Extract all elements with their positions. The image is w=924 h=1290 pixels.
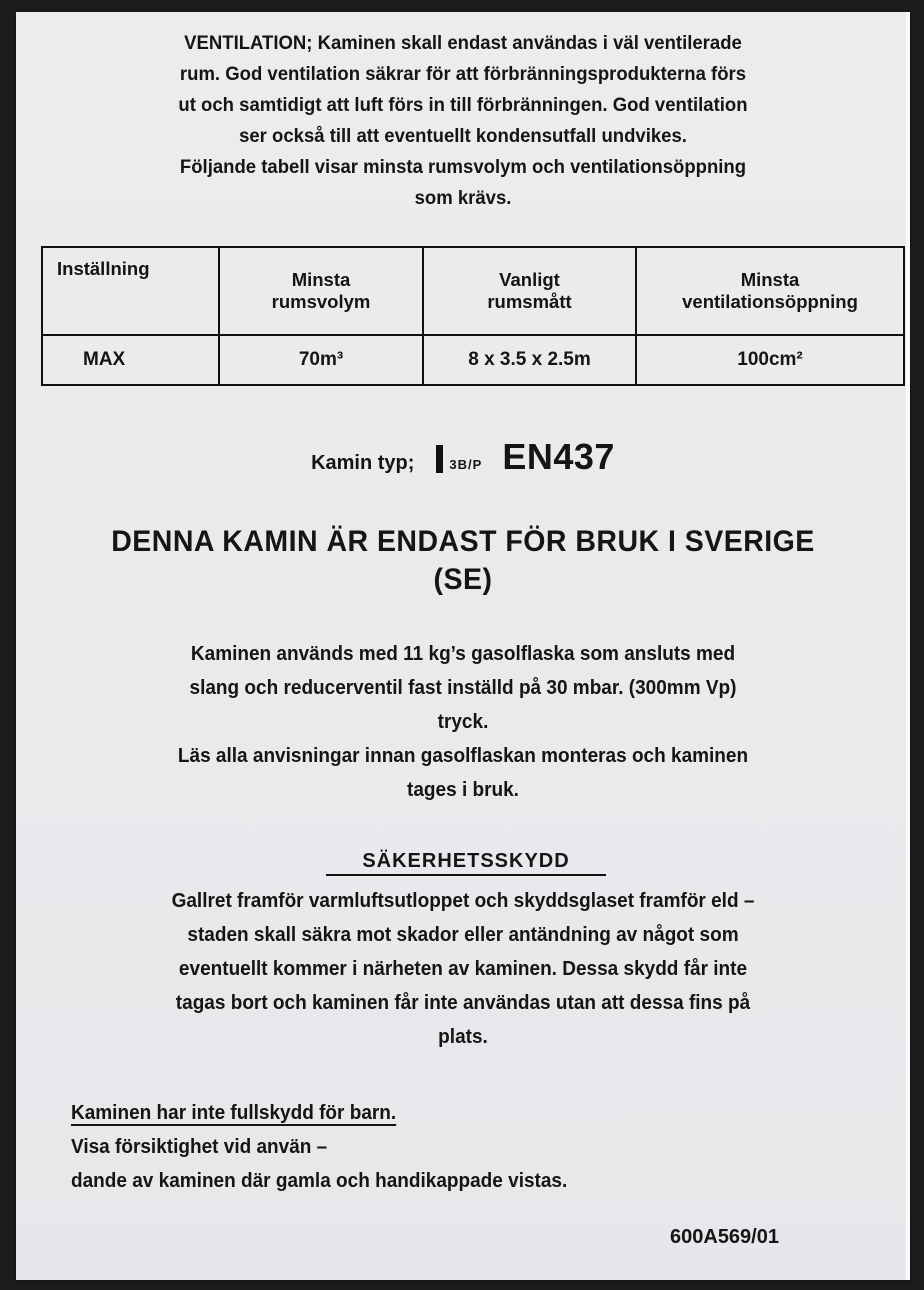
kamin-typ-line bbox=[16, 436, 910, 478]
ventilation-line: som krävs. bbox=[414, 187, 512, 209]
usage-line: slang och reducerventil fast inställd på 30 mbar. (300mm Vp) bbox=[189, 677, 737, 699]
child-warning-line1 bbox=[71, 1096, 822, 1164]
usage-line: Kaminen används med 11 kg’s gasolflaska som ansluts med bbox=[190, 643, 736, 665]
child-warning-underlined: Kaminen har inte fullskydd för barn. bbox=[71, 1102, 397, 1124]
child-warning bbox=[71, 1096, 822, 1198]
cell-dimensions: 8 x 3.5 x 2.5m bbox=[423, 335, 636, 385]
usage-line: tryck. bbox=[437, 711, 489, 733]
safety-line: Gallret framför varmluftsutloppet och skyddsglaset framför eld – bbox=[171, 890, 755, 912]
ventilation-line: ser också till att eventuellt kondensutfall undvikes. bbox=[239, 125, 687, 147]
cell-volume: 70m³ bbox=[219, 335, 423, 385]
ventilation-table bbox=[41, 246, 905, 386]
child-warning-rest: Visa försiktighet vid använ – bbox=[71, 1136, 328, 1158]
ventilation-line: rum. God ventilation säkrar för att förbränningsprodukterna förs bbox=[179, 63, 747, 85]
usage-paragraph bbox=[38, 637, 887, 807]
table-header-row bbox=[42, 247, 904, 335]
country-heading bbox=[38, 523, 887, 599]
country-heading-line2: (SE) bbox=[433, 563, 493, 596]
cell-opening: 100cm² bbox=[636, 335, 904, 385]
ventilation-line: Följande tabell visar minsta rumsvolym och ventilationsöppning bbox=[179, 156, 747, 178]
header-vanligt-rumsmatt: Vanligt rumsmått bbox=[423, 247, 636, 335]
cell-setting: MAX bbox=[42, 335, 219, 385]
usage-line: Läs alla anvisningar innan gasolflaskan monteras och kaminen bbox=[177, 745, 749, 767]
safety-paragraph bbox=[38, 884, 887, 1054]
part-code: 600A569/01 bbox=[670, 1226, 779, 1248]
usage-line: tages i bruk. bbox=[407, 779, 519, 801]
category-subscript: 3B/P bbox=[449, 457, 483, 472]
safety-line: tagas bort och kaminen får inte användas utan att dessa fins på bbox=[175, 992, 751, 1014]
sheet-edge bbox=[906, 12, 910, 1280]
ventilation-paragraph bbox=[38, 28, 887, 214]
safety-line: plats. bbox=[438, 1026, 488, 1048]
kamin-typ-label: Kamin typ; bbox=[311, 452, 415, 474]
safety-line: eventuellt kommer i närheten av kaminen. Dessa skydd får inte bbox=[178, 958, 748, 980]
header-minsta-ventilationsoppning: Minsta ventilationsöppning bbox=[636, 247, 904, 335]
standard-code: EN437 bbox=[502, 436, 615, 477]
safety-title: SÄKERHETSSKYDD bbox=[326, 850, 606, 876]
ventilation-line: VENTILATION; Kaminen skall endast användas i väl ventilerade bbox=[184, 32, 742, 54]
category-mark bbox=[436, 445, 443, 473]
header-installning: Inställning bbox=[42, 247, 219, 335]
table-row bbox=[42, 335, 904, 385]
label-sheet bbox=[16, 12, 910, 1280]
header-minsta-rumsvolym: Minsta rumsvolym bbox=[219, 247, 423, 335]
safety-line: staden skall säkra mot skador eller antändning av något som bbox=[187, 924, 739, 946]
ventilation-line: ut och samtidigt att luft förs in till förbränningen. God ventilation bbox=[178, 94, 748, 116]
child-warning-line2: dande av kaminen där gamla och handikappade vistas. bbox=[71, 1170, 568, 1192]
country-heading-line1: DENNA KAMIN ÄR ENDAST FÖR BRUK I SVERIGE bbox=[111, 525, 815, 558]
